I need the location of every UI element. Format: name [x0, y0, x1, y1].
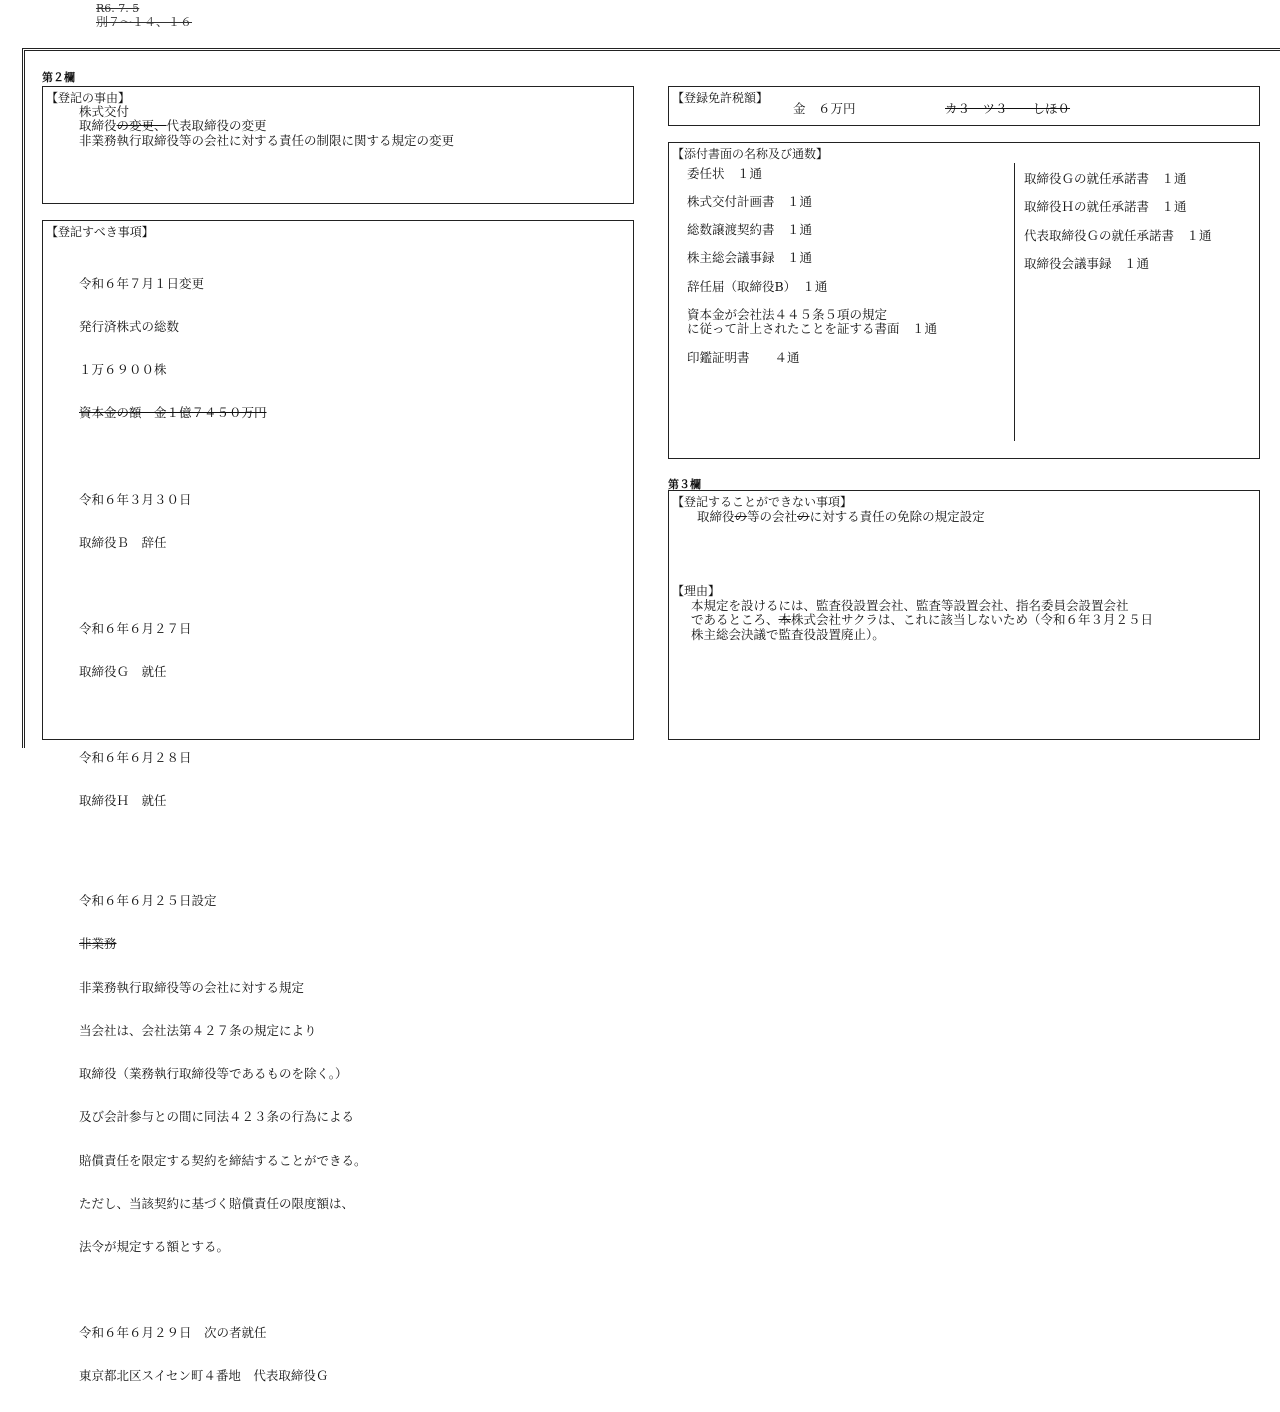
subeki-b2-1: 取締役Ｂ 辞任	[79, 534, 167, 550]
attach-right-0: 取締役Ｇの就任承諾書 １通	[1024, 171, 1187, 186]
touki-subeki-box	[42, 220, 634, 1384]
subeki-b5-3: 及び会計参与との間に同法４２３条の行為による	[79, 1109, 355, 1125]
jiyu-line-3: 非業務執行取締役等の会社に対する責任の制限に関する規定の変更	[79, 132, 455, 148]
attach-left-4: 辞任届（取締役B） １通	[687, 279, 828, 294]
struck-ref: 別７～１４、１６	[96, 15, 193, 29]
subeki-b1-0: 令和６年７月１日変更	[79, 275, 205, 291]
subeki-b1-struck: 資本金の額 金１億７４５０万円	[79, 405, 267, 421]
subeki-b6-0: 令和６年６月２９日 次の者就任	[79, 1325, 267, 1341]
touki-jiyu-title: 【登記の事由】	[46, 91, 131, 105]
subeki-b5-1: 当会社は、会社法第４２７条の規定により	[79, 1022, 317, 1038]
tax-box	[668, 86, 1260, 126]
subeki-b4-1: 取締役Ｈ 就任	[79, 793, 167, 809]
subeki-b5-0: 非業務執行取締役等の会社に対する規定	[79, 979, 305, 995]
cannot-line	[697, 510, 985, 524]
jiyu-line-2	[79, 119, 454, 133]
cannot-seg-1-struck: の	[734, 509, 748, 524]
col3-box	[668, 490, 1260, 740]
column-3-label: 第３欄	[668, 478, 701, 491]
reason-line-1: 本規定を設けるには、監査役設置会社、監査等設置会社、指名委員会設置会社	[691, 598, 1129, 613]
cannot-seg-1: 取締役	[697, 509, 735, 524]
tax-title: 【登録免許税額】	[672, 91, 769, 105]
attach-left-3: 株主総会議事録 １通	[687, 250, 813, 265]
subeki-b5-4: 賠償責任を限定する契約を締結することができる。	[79, 1152, 367, 1168]
reason-line-2-struck: 本	[778, 612, 792, 628]
subeki-b3-0: 令和６年６月２７日	[79, 620, 192, 636]
reason-title: 【理由】	[672, 584, 721, 598]
attachments-title: 【添付書面の名称及び通数】	[672, 147, 829, 161]
attach-left-1: 株式交付計画書 １通	[687, 194, 813, 209]
attach-right-1: 取締役Ｈの就任承諾書 １通	[1024, 199, 1187, 214]
header-ref	[96, 16, 192, 29]
attachments-divider	[1014, 163, 1015, 441]
column-2-label: 第２欄	[42, 71, 75, 84]
jiyu-line-1: 株式交付	[79, 104, 130, 119]
attach-left-6: 印鑑証明書 ４通	[687, 350, 800, 365]
subeki-b3-1: 取締役Ｇ 就任	[79, 663, 167, 679]
touki-jiyu-body	[79, 105, 454, 148]
attach-right-3: 取締役会議事録 １通	[1024, 256, 1150, 271]
subeki-b5-2: 取締役（業務執行取締役等であるものを除く。）	[79, 1066, 348, 1082]
tax-amount: 金 ６万円	[793, 101, 856, 116]
jiyu-line-2-struck: の変更、	[116, 118, 167, 134]
attachments-box	[668, 142, 1260, 459]
subeki-b4-0: 令和６年６月２８日	[79, 750, 192, 765]
cannot-seg-2-struck: の	[797, 509, 810, 524]
attach-right-2: 代表取締役Ｇの就任承諾書 １通	[1024, 228, 1212, 243]
jiyu-line-2a: 取締役	[79, 118, 117, 134]
jiyu-line-2b: 代表取締役の変更	[166, 118, 267, 134]
attach-left-5: 資本金が会社法４４５条５項の規定 に従って計上されたことを証する書面 １通	[687, 307, 938, 336]
cannot-seg-3: に対する責任の免除の規定設定	[809, 509, 985, 524]
subeki-b5-head: 令和６年６月２５日設定	[79, 893, 217, 909]
tax-note-struck: カ３ ツ３ しほ０	[945, 101, 1071, 116]
subeki-b5-struck: 非業務	[79, 936, 117, 952]
attach-left-2: 総数譲渡契約書 １通	[687, 222, 813, 237]
touki-subeki-body	[79, 248, 367, 1412]
subeki-b5-5: ただし、当該契約に基づく賠償責任の限度額は、	[79, 1195, 355, 1211]
touki-jiyu-box	[42, 86, 634, 204]
touki-subeki-title: 【登記すべき事項】	[46, 225, 154, 239]
struck-date: R6. 7. 5	[96, 2, 140, 15]
subeki-b1-2: １万６９００株	[79, 362, 167, 378]
subeki-b2-0: 令和６年３月３０日	[79, 491, 192, 507]
reason-line-2a: であるところ、	[691, 612, 779, 628]
subeki-b5-6: 法令が規定する額とする。	[79, 1239, 230, 1254]
subeki-b1-1: 発行済株式の総数	[79, 319, 180, 335]
reason-line-3: 株主総会決議で監査役設置廃止）。	[691, 626, 885, 642]
cannot-seg-2: 等の会社	[747, 509, 798, 524]
cannot-title: 【登記することができない事項】	[672, 495, 853, 509]
reason-line-2b: 株式会社サクラは、これに該当しないため（令和６年３月２５日	[791, 612, 1154, 628]
attach-left-0: 委任状 １通	[687, 166, 763, 181]
reason-body	[691, 599, 1153, 642]
subeki-b6-1: 東京都北区スイセン町４番地 代表取締役Ｇ	[79, 1368, 329, 1384]
header-date	[96, 2, 139, 15]
reason-line-2	[691, 613, 1153, 627]
